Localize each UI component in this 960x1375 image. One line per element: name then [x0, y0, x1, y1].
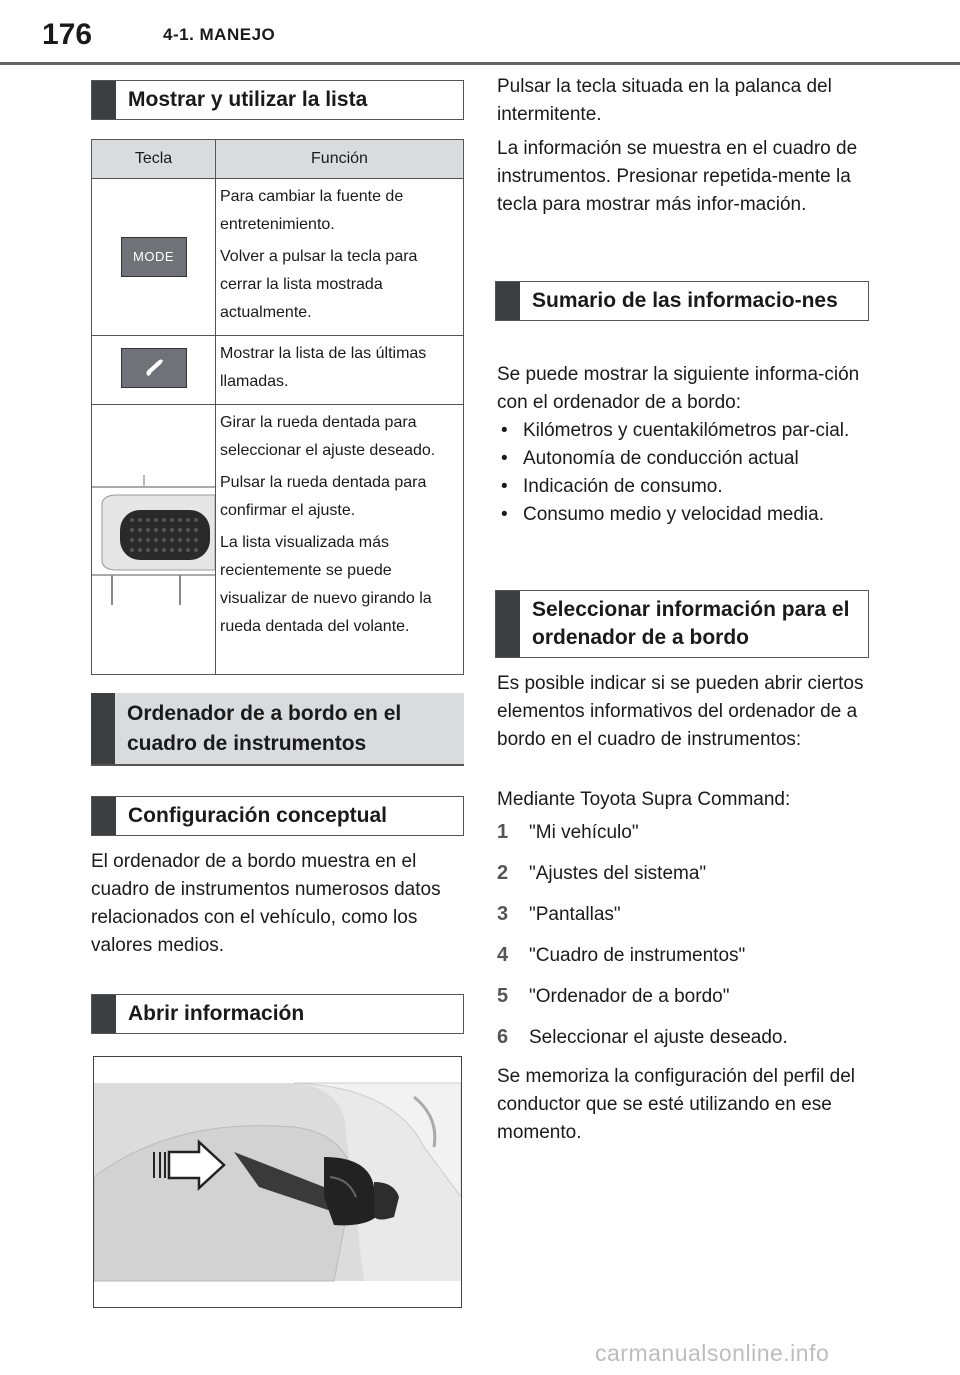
phone-icon: [121, 348, 187, 388]
open-paragraph-1: Pulsar la tecla situada en la palanca del intermitente.: [497, 76, 832, 125]
page-number: 176: [42, 18, 93, 51]
watermark-text: carmanualsonline.info: [595, 1340, 830, 1366]
step-number: 5: [497, 985, 509, 1007]
step-item: [497, 859, 872, 900]
list-item: • Autonomía de conducción actual: [497, 445, 872, 473]
col-key-header: Tecla: [92, 140, 216, 179]
col-function-header: Función: [216, 140, 464, 179]
step-number: 6: [497, 1026, 509, 1048]
steps-list: [497, 818, 872, 1064]
function-cell: [216, 179, 464, 336]
select-paragraph: Es posible indicar si se pueden abrir ciertos elementos informativos del ordenador de a bordo en el cuadro de instrumentos:: [497, 673, 864, 750]
heading-open-info: Abrir información: [91, 994, 464, 1034]
list-item: • Indicación de consumo.: [497, 473, 872, 501]
open-paragraph-2: La información se muestra en el cuadro de instrumentos. Presionar repetida-mente la tecla para mostrar más infor-mación.: [497, 138, 858, 215]
step-text: "Cuadro de instrumentos": [529, 945, 746, 966]
step-item: [497, 982, 872, 1023]
list-item: • Consumo medio y velocidad media.: [497, 501, 872, 529]
step-number: 1: [497, 821, 509, 843]
key-cell: [92, 336, 216, 405]
heading-concept: Configuración conceptual: [91, 796, 464, 836]
key-cell: [92, 179, 216, 336]
function-table: [91, 139, 464, 675]
function-text: La lista visualizada más recientemente se puede visualizar de nuevo girando la rueda dentada del volante.: [220, 534, 432, 635]
table-row: [92, 179, 464, 336]
function-text: Para cambiar la fuente de entretenimiento.: [220, 188, 404, 233]
function-text: Pulsar la rueda dentada para confirmar el ajuste.: [220, 474, 427, 519]
chapter-title: 4-1. MANEJO: [163, 25, 276, 44]
step-number: 4: [497, 944, 509, 966]
step-item: [497, 818, 872, 859]
header-divider: [0, 62, 960, 65]
step-number: 2: [497, 862, 509, 884]
list-item: • Kilómetros y cuentakilómetros par-cial.: [497, 417, 872, 445]
thumbwheel-image: [92, 475, 215, 605]
function-text: Mostrar la lista de las últimas llamadas.: [220, 345, 427, 390]
heading-show-list: Mostrar y utilizar la lista: [91, 80, 464, 120]
step-item: [497, 941, 872, 982]
memory-paragraph: Se memoriza la configuración del perfil del conductor que se esté utilizando en ese momento.: [497, 1066, 856, 1143]
step-text: "Mi vehículo": [529, 822, 639, 843]
function-cell: [216, 336, 464, 405]
step-item: [497, 900, 872, 941]
turn-signal-lever-illustration: [93, 1056, 462, 1308]
key-cell: [92, 405, 216, 675]
table-header-row: [92, 140, 464, 179]
function-text: Volver a pulsar la tecla para cerrar la lista mostrada actualmente.: [220, 248, 418, 321]
mode-button-icon: MODE: [121, 237, 187, 277]
step-text: Seleccionar el ajuste deseado.: [529, 1027, 788, 1048]
function-text: Girar la rueda dentada para seleccionar el ajuste deseado.: [220, 414, 436, 459]
summary-bullet-list: [497, 417, 872, 529]
heading-onboard-computer: Ordenador de a bordo en el cuadro de instrumentos: [91, 693, 464, 766]
via-command-paragraph: Mediante Toyota Supra Command:: [497, 789, 791, 810]
step-item: [497, 1023, 872, 1064]
heading-summary: Sumario de las informacio-nes: [495, 281, 869, 321]
step-text: "Ordenador de a bordo": [529, 986, 730, 1007]
concept-paragraph: El ordenador de a bordo muestra en el cuadro de instrumentos numerosos datos relacionados con el vehículo, como los valores medios.: [91, 851, 441, 956]
step-text: "Pantallas": [529, 904, 621, 925]
summary-paragraph: Se puede mostrar la siguiente informa-ción con el ordenador de a bordo:: [497, 364, 860, 413]
step-text: "Ajustes del sistema": [529, 863, 707, 884]
table-row: [92, 405, 464, 675]
function-cell: [216, 405, 464, 675]
step-number: 3: [497, 903, 509, 925]
heading-select-info: Seleccionar información para el ordenador de a bordo: [495, 590, 869, 658]
table-row: [92, 336, 464, 405]
